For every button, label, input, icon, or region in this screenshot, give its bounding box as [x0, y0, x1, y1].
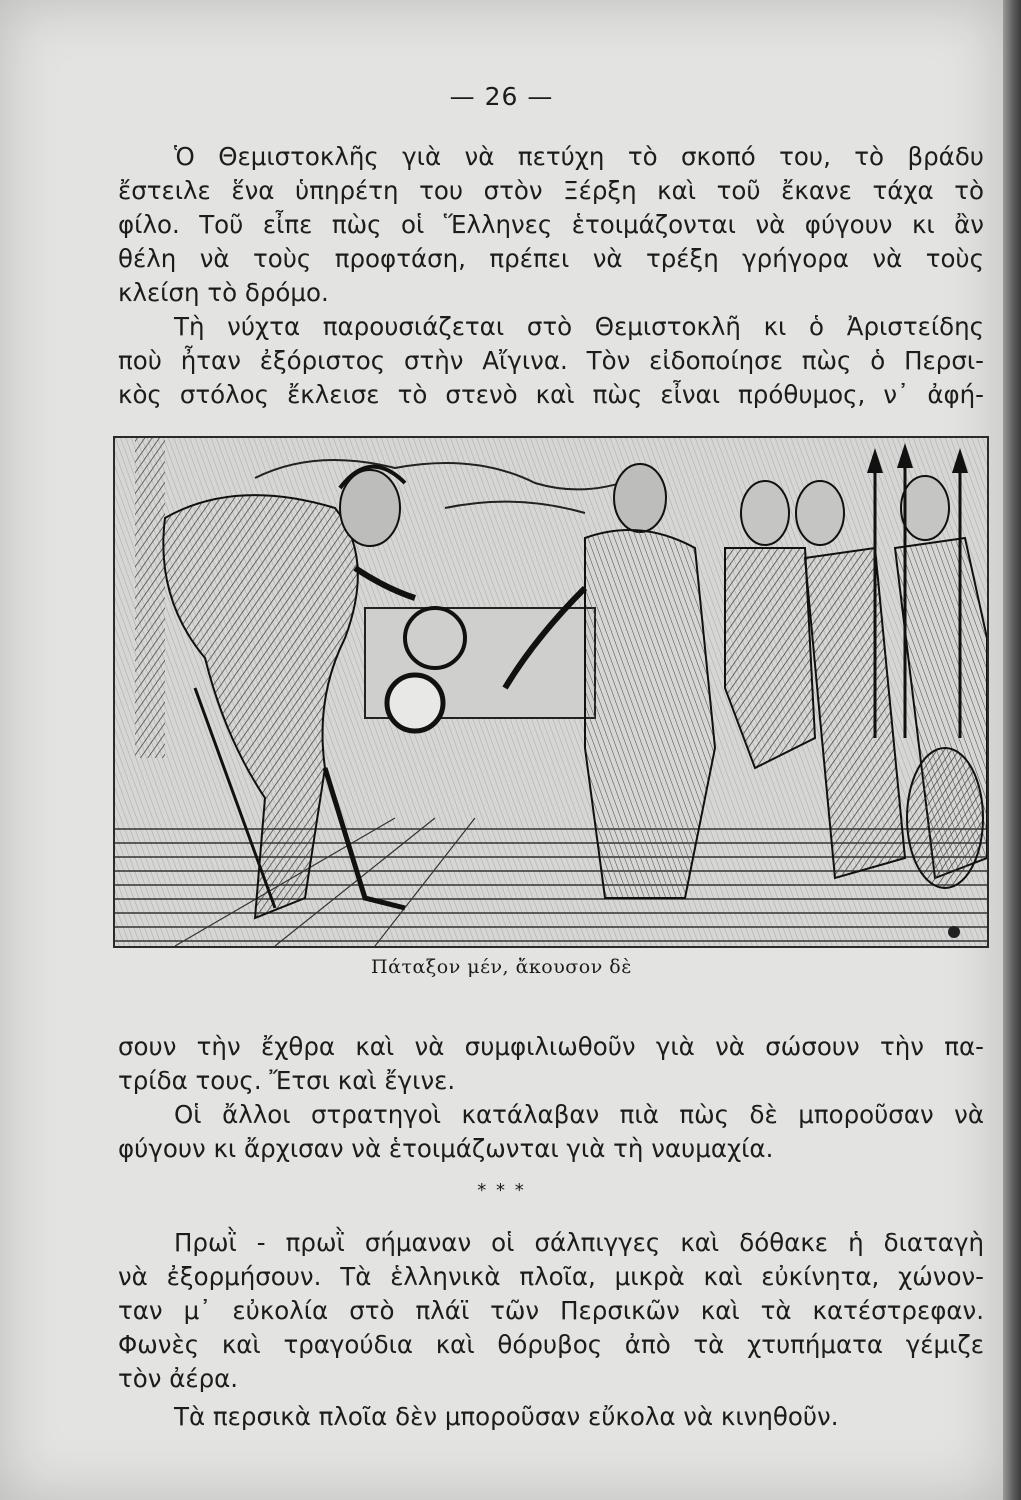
text-line: Ὁ Θεμιστοκλῆς γιὰ νὰ πετύχη τὸ σκοπό του, τὸ βράδυ: [174, 142, 984, 171]
paragraph-2: [118, 310, 984, 412]
text-line: θέλη νὰ τοὺς προφτάση, πρέπει νὰ τρέξη γρήγορα νὰ τοὺς: [118, 244, 984, 273]
text-line: ταν μ᾽ εὐκολία στὸ πλάϊ τῶν Περσικῶν καὶ τὰ κατέστρεφαν.: [118, 1296, 984, 1325]
ink-dot: [948, 926, 960, 938]
text-line: τρίδα τους. Ἔτσι καὶ ἔγινε.: [118, 1066, 456, 1095]
engraving-drawing: [115, 438, 987, 946]
paragraph-5: [118, 1226, 984, 1396]
page-number: — 26 —: [449, 82, 554, 111]
text-line: ἔστειλε ἕνα ὑπηρέτη του στὸν Ξέρξη καὶ τοῦ ἔκανε τάχα τὸ: [118, 176, 984, 205]
text-line: Πρωῒ - πρωῒ σήμαναν οἱ σάλπιγγες καὶ δόθακε ἡ διαταγὴ: [174, 1228, 984, 1257]
section-separator: * * *: [477, 1180, 526, 1201]
paragraph-3: [118, 1030, 984, 1098]
paragraph-4: [118, 1098, 984, 1166]
page-edge-shadow: [1003, 0, 1021, 1500]
text-line: τὸν ἀέρα.: [118, 1364, 239, 1393]
text-line: φίλο. Τοῦ εἶπε πὼς οἱ Ἕλληνες ἑτοιμάζονται νὰ φύγουν κι ἂν: [118, 210, 984, 239]
text-line: ποὺ ἦταν ἐξόριστος στὴν Αἴγινα. Τὸν εἰδοποίησε πὼς ὁ Περσι-: [118, 346, 984, 375]
illustration-caption: Πάταξον μέν, ἄκουσον δὲ: [371, 956, 632, 978]
text-line: Τὴ νύχτα παρουσιάζεται στὸ Θεμιστοκλῆ κι ὁ Ἀριστείδης: [174, 312, 984, 341]
paragraph-6: [118, 1400, 984, 1434]
text-line: Τὰ περσικὰ πλοῖα δὲν μποροῦσαν εὔκολα νὰ κινηθοῦν.: [174, 1402, 839, 1431]
text-line: σουν τὴν ἔχθρα καὶ νὰ συμφιλιωθοῦν γιὰ νὰ σώσουν τὴν πα-: [118, 1032, 984, 1061]
text-line: κλείση τὸ δρόμο.: [118, 278, 329, 307]
text-line: Οἱ ἄλλοι στρατηγοὶ κατάλαβαν πιὰ πὼς δὲ μποροῦσαν νὰ: [174, 1100, 984, 1129]
text-line: Φωνὲς καὶ τραγούδια καὶ θόρυβος ἀπὸ τὰ χτυπήματα γέμιζε: [118, 1330, 984, 1359]
paragraph-1: [118, 140, 984, 310]
engraving-illustration: [113, 436, 989, 948]
text-line: κὸς στόλος ἔκλεισε τὸ στενὸ καὶ πὼς εἶναι πρόθυμος, ν᾽ ἀφή-: [118, 380, 984, 409]
text-line: φύγουν κι ἄρχισαν νὰ ἑτοιμάζωνται γιὰ τὴ ναυμαχία.: [118, 1134, 774, 1163]
text-line: νὰ ἐξορμήσουν. Τὰ ἑλληνικὰ πλοῖα, μικρὰ καὶ εὐκίνητα, χώνον-: [118, 1262, 984, 1291]
